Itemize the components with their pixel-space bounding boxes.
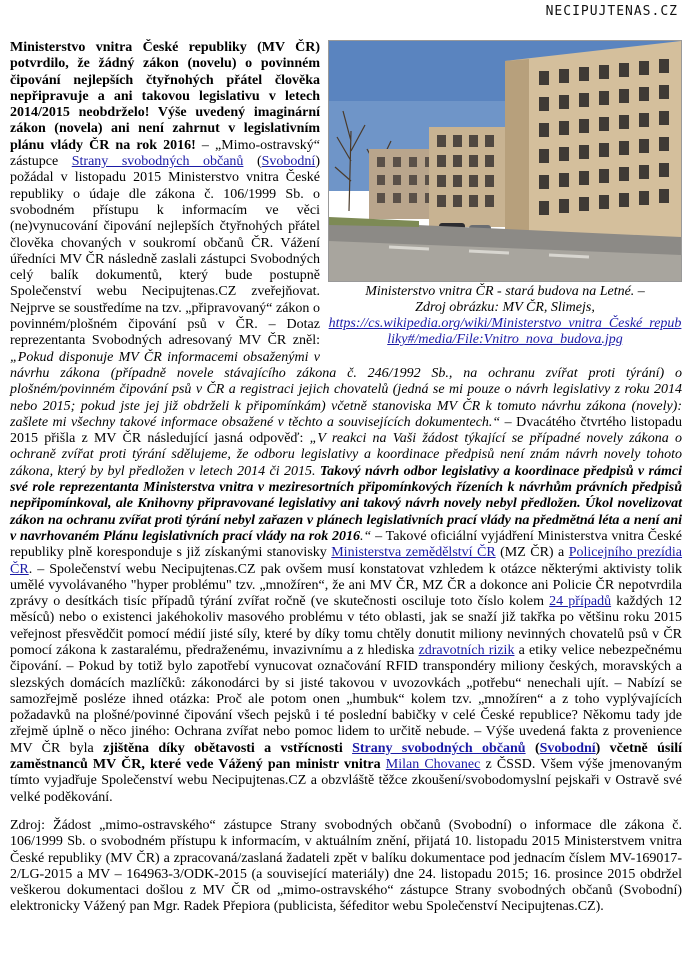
- article: [10, 40, 682, 916]
- caption-link[interactable]: https://cs.wikipedia.org/wiki/Ministerstvo_vnitra_České_republiky#/media/File:Vnitro_nova_budova.jpg: [328, 316, 682, 347]
- thanks-start: zjištěna díky obětavosti a vstřícnosti: [103, 740, 353, 756]
- source-paragraph: Zdroj: Žádost „mimo-ostravského“ zástupce Strany svobodných občanů (Svobodní) o informace dle zákona č. 106/1999 Sb. o svobodném přístupu k informacím, v aktuálním znění, přijatá 10. listopadu 2015 Ministerstvem vnitra České republiky (MV ČR) a zpracovaná/zaslaná žadateli zpět v balíku dokumentace pod jednacím číslem MV-169017-2/LG-2015 a MV – 164963-3/ODK-2015 (a související materiály) dne 24. listopadu 2015; 16. prosince 2015 obdržel veškerou dokumentaci došlou z MV ČR od „mimo-ostravského“ zástupce Strany svobodných občanů (Svobodní) elektronicky Vážený pan Mgr. Radek Přepiora (publicista, šéfeditor webu Společenství Necipujtenas.CZ).: [10, 817, 682, 915]
- quote-response-bold: Takový návrh odbor legislativy a koordinace předpisů v rámci své role reprezentanta Ministerstva vnitra v meziresortních připomínkových řízeních k návrhům právních předpisů nepřipomínkoval, ale Knihovny připravované legislativy ani takový návrh novely nebyl předložen. Úkol novelizovat zákon na ochranu zvířat proti týrání nebyl zařazen v plánech legislativních prací vlády na předmětná léta a není ani v navrhovaném Plánu legislativních prací vlády na rok 2016: [10, 463, 682, 544]
- text-segment: – Dvacátého čtvrtého listopadu 2015 přišla z MV ČR následující jasná odpověď:: [10, 414, 682, 447]
- link-strana-svobodnych-obcanu[interactable]: Strany svobodných občanů: [71, 154, 244, 170]
- link-24-pripadu[interactable]: 24 případů: [549, 594, 612, 610]
- text-segment: (MZ ČR) a: [495, 545, 569, 561]
- link-svobodni-2[interactable]: Svobodní: [539, 740, 596, 756]
- quote-response-start: „V reakci na Vaši žádost týkající se případné novely zákona o ochraně zvířat proti týrání sdělujeme, že odboru legislativy a koordinace předpisů není znám návrh novely tohoto zákona, který by byl předložen v letech 2014 či 2015.: [10, 431, 682, 479]
- caption-title: Ministerstvo vnitra ČR - stará budova na Letné. –: [365, 284, 645, 299]
- text-segment: (: [525, 740, 540, 756]
- link-strana-svobodnych-obcanu-2[interactable]: Strany svobodných občanů: [352, 740, 526, 756]
- thanks-end: ) včetně úsilí zaměstnanců MV ČR, které vede Vážený pan ministr vnitra: [10, 740, 683, 773]
- link-zdravotni-rizika[interactable]: zdravotních rizik: [418, 642, 515, 658]
- ministry-building-photo: [328, 40, 682, 282]
- quote-request: „Pokud disponuje MV ČR informacemi obsaženými v návrhu zákona (případně novele stávajícího zákona č. 246/1992 Sb., na ochranu zvířat proti týrání) o plošném/povinném čipování psů v ČR a registraci jejich chovatelů (jedná se mi pouze o návrh legislativy z roku 2014 nebo 2015; pokud jste jej již obdrželi k připomínkám) včetně stanoviska MV ČR k tomuto návrhu zákona (novely): zašlete mi všechny takové informace obsažené v těchto a souvisejících dokumentech.“: [10, 349, 682, 430]
- text-segment: . – Společenství webu Necipujtenas.CZ pak ovšem musí konstatovat vzhledem k otázce některými aktivisty tolik umělé vyvolávaného "hyper problému" tzv. „množíren“, že ani MV ČR, MZ ČR a dokonce ani Policie ČR nepotvrdila zprávy o desítkách tisíc případů týrání zvířat ročně (ve skutečnosti osciluje toto číslo kolem: [10, 561, 682, 610]
- text-segment: ) požádal v listopadu 2015 Ministerstvo vnitra České republiky o údaje dle zákona č. 106/1999 Sb. o svobodném přístupu k informacím ve věci (ne)vynucování čipování nejlepších čtyřnohých přátel člověka chovaných v soukromí občanů ČR. Vážení úředníci MV ČR následně zaslali zástupci Svobodných celý balík dokumentů, který bude postupně Společenství webu Necipujtenas.CZ zveřejňovat. Nejprve se soustředíme na tzv. „připravovaný“ zákon o povinném/plošném čipování psů v ČR. – Dotaz reprezentanta Svobodných adresovaný MV ČR zněl:: [10, 154, 320, 349]
- link-ministerstvo-zemedelstvi[interactable]: Ministerstva zemědělství ČR: [331, 545, 496, 561]
- figure: [328, 40, 682, 348]
- lead-paragraph: Ministerstvo vnitra České republiky (MV ČR) potvrdilo, že žádný zákon (novelu) o povinném čipování nejlepších čtyřnohých přátel člověka nepřipravuje a ani takovou legislativu v letech 2014/2015 neobdrželo! Výše uvedený imaginární zákon (novela) ani není zahrnut v legislativním plánu vlády ČR na rok 2016!: [10, 40, 320, 153]
- link-policejni-prezidium[interactable]: Policejního prezídia ČR: [10, 545, 683, 577]
- caption-source: Zdroj obrázku: MV ČR, Slimejs,: [415, 300, 595, 315]
- link-svobodni[interactable]: Svobodní: [261, 154, 316, 170]
- quote-response: [10, 431, 682, 544]
- text-segment: (: [243, 154, 262, 170]
- quote-response-end: .“: [360, 528, 372, 544]
- text-segment: a etiky velice nebezpečnému čipování. – Pokud by totiž bylo zapotřebí vynucovat označování RFID transpondéry miliony českých, moravských a slezských domácích mazlíčků: zákonodárci by si jisté takovou v uvozovkách „potřebu“ nenechali ujít. – Nabízí se samozřejmě posléze ihned otázka: Proč ale potom onen „humbuk“ kolem tzv. „množíren“ a z toho vyplývajících požadavků na plošné/povinné čipování všech pejsků i té poslední babičky v celé České republice? Někomu tady jde zřejmě úplně o něco jiného: Ochrana zvířat nebo pomoc lidem to určitě nebude. – Výše uvedená fakta z provenience MV ČR byla: [10, 642, 682, 756]
- text-segment: z ČSSD. Všem výše jmenovaným tímto vyjadřuje Společenství webu Necipujtenas.CZ a obzvláště těžce zkoušení/svobodomyslní pejskaři v Ostravě své velké poděkování.: [10, 757, 682, 805]
- figure-caption: [328, 284, 682, 348]
- text-segment: každých 12 měsíců) nebo o existenci jakéhokoliv masového problému v této oblasti, jak se snaží již takřka po většinu roku 2015 veřejnost přesvědčit pomocí médií jisté síly, které by díky tomu chtěly donutit miliony nevinných chovatelů psů v ČR pomocí zákona k zastaralému, předraženému, invazivnímu a z hlediska: [10, 594, 682, 658]
- link-milan-chovanec[interactable]: Milan Chovanec: [385, 757, 481, 773]
- site-name: NECIPUJTENAS.CZ: [545, 4, 678, 19]
- text-segment: – Takové oficiální vyjádření Ministerstva vnitra České republiky plně koresponduje s již získanými stanovisky: [10, 528, 682, 561]
- text-segment: – „Mimo-ostravský“ zástupce: [10, 137, 320, 170]
